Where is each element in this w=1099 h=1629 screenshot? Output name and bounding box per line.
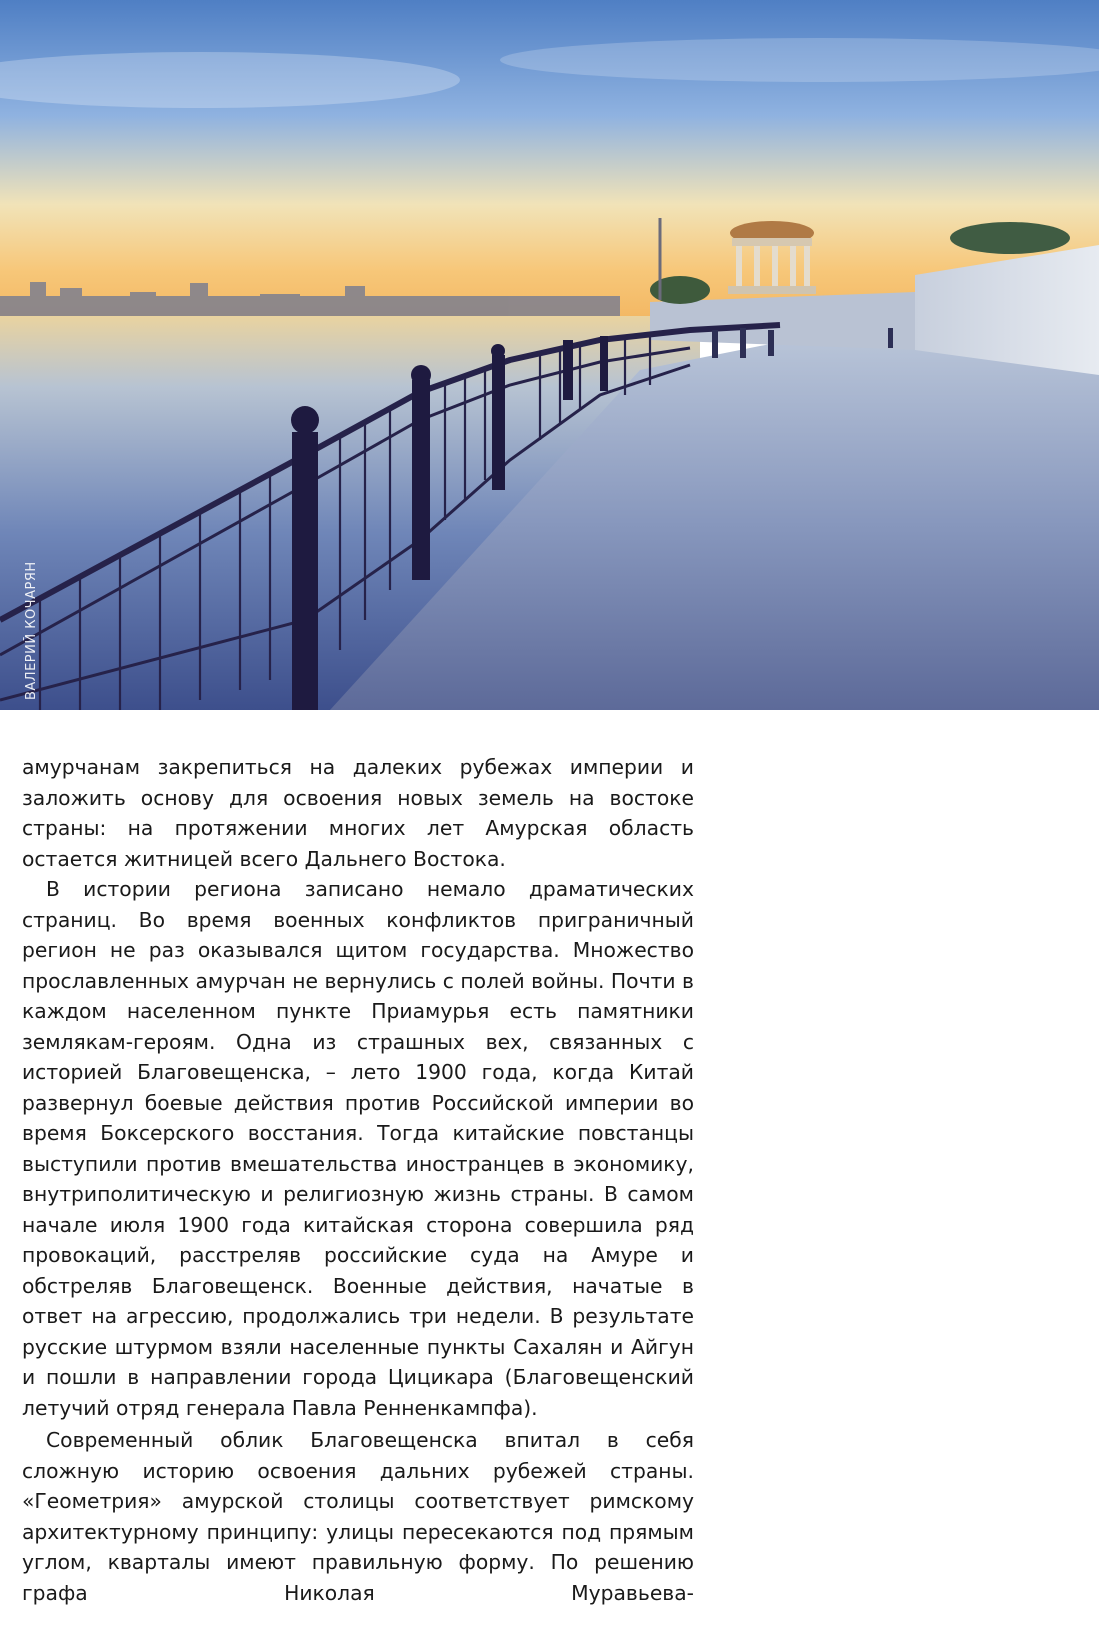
paragraph-1: амурчанам закрепиться на далеких рубежах империи и заложить основу для освоения новых земель на востоке страны: на протяжении многих лет Амурская область остается житницей всего Дальнего Востока. (22, 755, 694, 871)
photo-credit: ВАЛЕРИЙ КОЧАРЯН (24, 561, 39, 700)
photo-illustration (0, 0, 1099, 710)
article-text (22, 752, 694, 1608)
paragraph-2: В истории региона записано немало драматических страниц. Во время военных конфликтов приграничный регион не раз оказывался щитом государства. Множество прославленных амурчан не вернулись с полей войны. Почти в каждом населенном пункте Приамурья есть памятники землякам-героям. Одна из страшных вех, связанных с историей Благовещенска, – лето 1900 года, когда Китай развернул боевые действия против Российской империи во время Боксерского восстания. Тогда китайские повстанцы выступили против вмешательства иностранцев в экономику, внутриполитическую и религиозную жизнь страны. В самом начале июля 1900 года китайская сторона совершила ряд провокаций, расстреляв российские суда на Амуре и обстреляв Благовещенск. Военные действия, начатые в ответ на агрессию, продолжались три недели. В результате русские штурмом взяли населенные пункты Сахалян и Айгун и пошли в направлении города Цицикара (Благовещенский летучий отряд генерала Павла Ренненкампфа). (22, 877, 694, 1420)
paragraph-3: Современный облик Благовещенска впитал в себя сложную историю освоения дальних рубежей страны. «Геометрия» амурской столицы соответствует римскому архитектурному принципу: улицы пересекаются под прямым углом, кварталы имеют правильную форму. По решению графа Николая Муравьева- (22, 1428, 694, 1605)
embankment-photo (0, 0, 1099, 710)
